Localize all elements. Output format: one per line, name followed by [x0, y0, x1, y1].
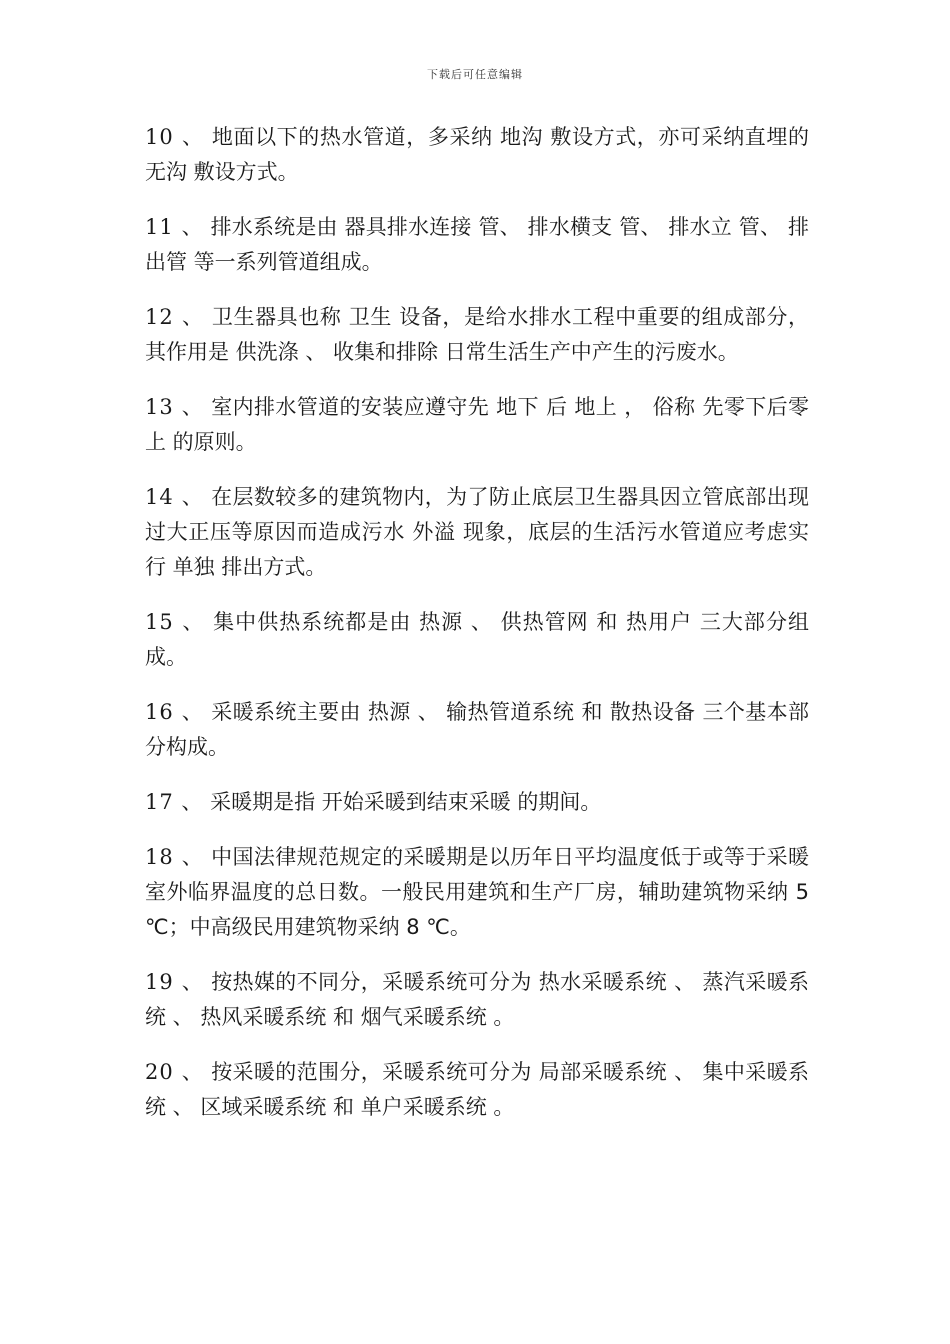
page-header: 下载后可任意编辑 — [427, 68, 523, 81]
item-text: 采暖期是指 开始采暖到结束采暖 的期间。 — [203, 790, 602, 814]
item-number: 14 、 — [145, 485, 205, 509]
item-number: 15 、 — [145, 610, 206, 634]
item-number: 18 、 — [145, 845, 205, 869]
item-number: 10 、 — [145, 125, 205, 149]
item-text: 在层数较多的建筑物内，为了防止底层卫生器具因立管底部出现过大正压等原因而造成污水 外溢 现象，底层的生活污水管道应考虑实行 单独 排出方式。 — [145, 485, 809, 579]
question-item — [145, 300, 809, 370]
question-item — [145, 785, 809, 820]
question-item — [145, 695, 809, 765]
question-item — [145, 840, 809, 945]
item-number: 17 、 — [145, 790, 204, 814]
question-item — [145, 120, 809, 190]
item-text: 卫生器具也称 卫生 设备，是给水排水工程中重要的组成部分，其作用是 供洗涤 、 收集和排除 日常生活生产中产生的污废水。 — [145, 305, 809, 364]
item-number: 19 、 — [145, 970, 205, 994]
item-number: 16 、 — [145, 700, 205, 724]
question-item — [145, 965, 809, 1035]
item-text: 按热媒的不同分，采暖系统可分为 热水采暖系统 、 蒸汽采暖系统 、 热风采暖系统 和 烟气采暖系统 。 — [145, 970, 809, 1029]
item-number: 13 、 — [145, 395, 205, 419]
item-text: 集中供热系统都是由 热源 、 供热管网 和 热用户 三大部分组成。 — [145, 610, 809, 669]
item-number: 12 、 — [145, 305, 205, 329]
item-text: 地面以下的热水管道，多采纳 地沟 敷设方式，亦可采纳直埋的 无沟 敷设方式。 — [145, 125, 809, 184]
question-item — [145, 390, 809, 460]
item-number: 11 、 — [145, 215, 204, 239]
question-item — [145, 1055, 809, 1125]
question-item — [145, 210, 809, 280]
question-item — [145, 480, 809, 585]
item-text: 中国法律规范规定的采暖期是以历年日平均温度低于或等于采暖室外临界温度的总日数。一般民用建筑和生产厂房，辅助建筑物采纳 5 ℃；中高级民用建筑物采纳 8 ℃。 — [145, 845, 809, 939]
item-text: 按采暖的范围分，采暖系统可分为 局部采暖系统 、 集中采暖系统 、 区域采暖系统 和 单户采暖系统 。 — [145, 1060, 809, 1119]
document-body — [145, 120, 809, 1145]
item-text: 采暖系统主要由 热源 、 输热管道系统 和 散热设备 三个基本部分构成。 — [145, 700, 809, 759]
item-text: 排水系统是由 器具排水连接 管、 排水横支 管、 排水立 管、 排出管 等一系列管道组成。 — [145, 215, 809, 274]
item-text: 室内排水管道的安装应遵守先 地下 后 地上 ， 俗称 先零下后零上 的原则。 — [145, 395, 809, 454]
item-number: 20 、 — [145, 1060, 205, 1084]
question-item — [145, 605, 809, 675]
